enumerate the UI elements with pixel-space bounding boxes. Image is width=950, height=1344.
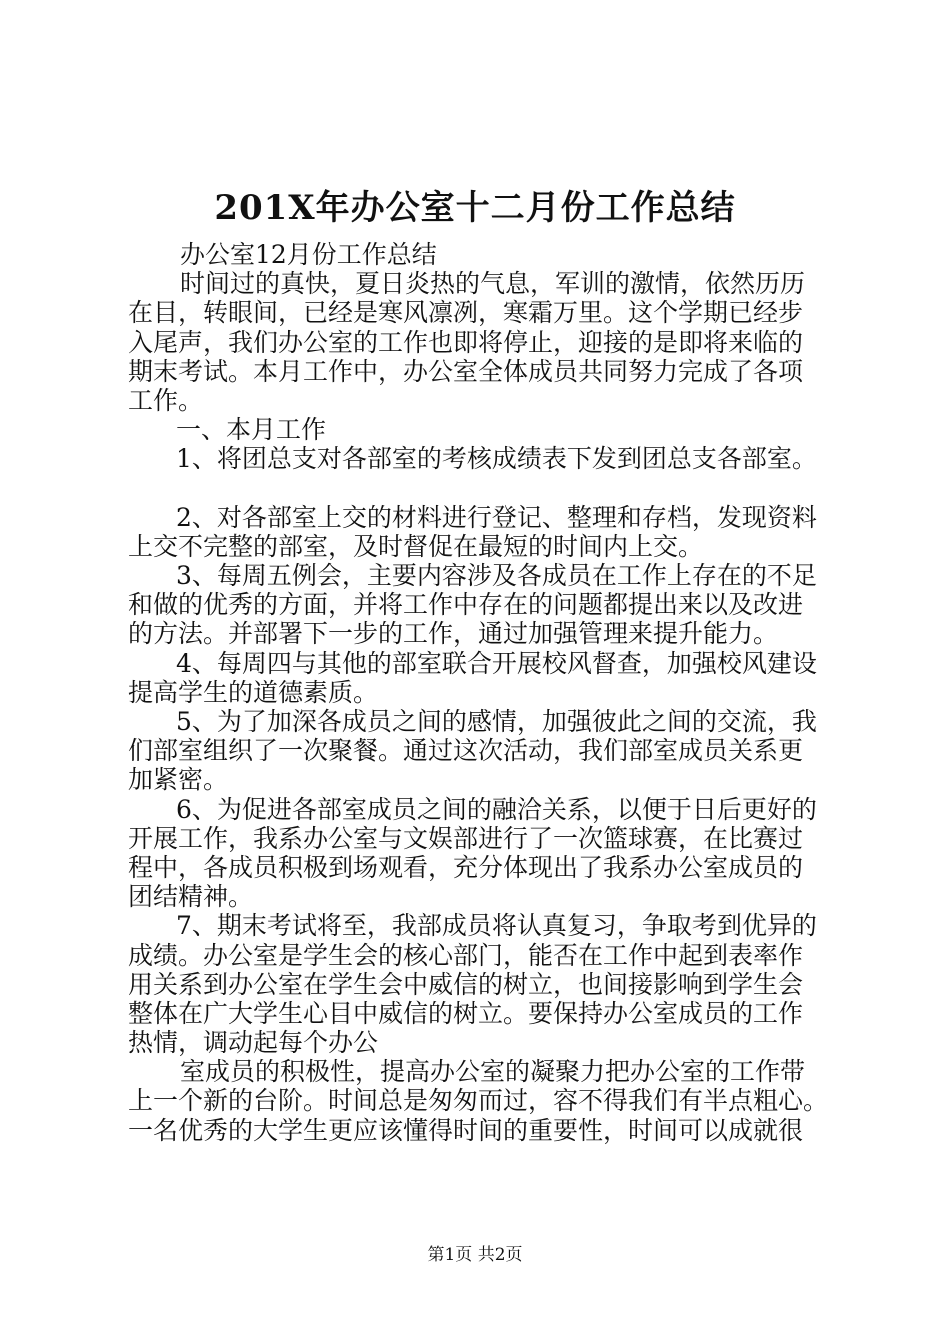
list-item-line: 团结精神。 [128,882,254,912]
list-item-line: 7、期末考试将至，我部成员将认真复习，争取考到优异的 [176,911,817,941]
paragraph-line: 一名优秀的大学生更应该懂得时间的重要性，时间可以成就很 [128,1115,804,1145]
list-item-line: 程中，各成员积极到场观看，充分体现出了我系办公室成员的 [128,852,804,882]
subtitle-line: 办公室12月份工作总结 [180,240,437,269]
document-body [128,240,832,1145]
paragraph-line: 上一个新的台阶。时间总是匆匆而过，容不得我们有半点粗心。 [128,1086,829,1116]
list-item-line: 4、每周四与其他的部室联合开展校风督查，加强校风建设 [176,648,817,678]
list-item-line: 1、将团总支对各部室的考核成绩表下发到团总支各部室。 [176,444,817,474]
paragraph-line: 时间过的真快，夏日炎热的气息，军训的激情，依然历历 [180,269,806,299]
list-item-line: 的方法。并部署下一步的工作，通过加强管理来提升能力。 [128,619,779,649]
list-item-line: 上交不完整的部室，及时督促在最短的时间内上交。 [128,531,704,561]
page-footer: 第1页 共2页 [427,1245,523,1265]
list-item-line: 用关系到办公室在学生会中威信的树立，也间接影响到学生会 [128,969,804,999]
list-item-line: 加紧密。 [128,765,229,795]
list-item-line: 2、对各部室上交的材料进行登记、整理和存档，发现资料 [176,502,817,532]
paragraph-line: 期末考试。本月工作中，办公室全体成员共同努力完成了各项 [128,356,804,386]
document-title: 201X年办公室十二月份工作总结 [214,188,736,228]
paragraph-line: 在目，转眼间，已经是寒风凛冽，寒霜万里。这个学期已经步 [128,298,804,328]
list-item-line: 5、为了加深各成员之间的感情，加强彼此之间的交流，我 [176,707,817,736]
list-item-line: 开展工作，我系办公室与文娱部进行了一次篮球赛，在比赛过 [128,823,804,853]
paragraph-line: 室成员的积极性，提高办公室的凝聚力把办公室的工作带 [180,1057,806,1087]
paragraph-line: 工作。 [128,385,204,415]
list-item-line: 们部室组织了一次聚餐。通过这次活动，我们部室成员关系更 [128,736,804,766]
blank-line [128,474,832,503]
list-item-line: 和做的优秀的方面，并将工作中存在的问题都提出来以及改进 [128,590,804,620]
list-item-line: 整体在广大学生心目中威信的树立。要保持办公室成员的工作 [128,998,804,1028]
list-item-line: 6、为促进各部室成员之间的融洽关系，以便于日后更好的 [176,794,817,824]
list-item-line: 提高学生的道德素质。 [128,677,379,707]
section-heading: 一、本月工作 [176,415,327,445]
list-item-line: 成绩。办公室是学生会的核心部门，能否在工作中起到表率作 [128,940,804,970]
list-item-line: 热情，调动起每个办公 [128,1028,379,1058]
paragraph-line: 入尾声，我们办公室的工作也即将停止，迎接的是即将来临的 [128,327,804,357]
list-item-line: 3、每周五例会，主要内容涉及各成员在工作上存在的不足 [176,561,817,591]
